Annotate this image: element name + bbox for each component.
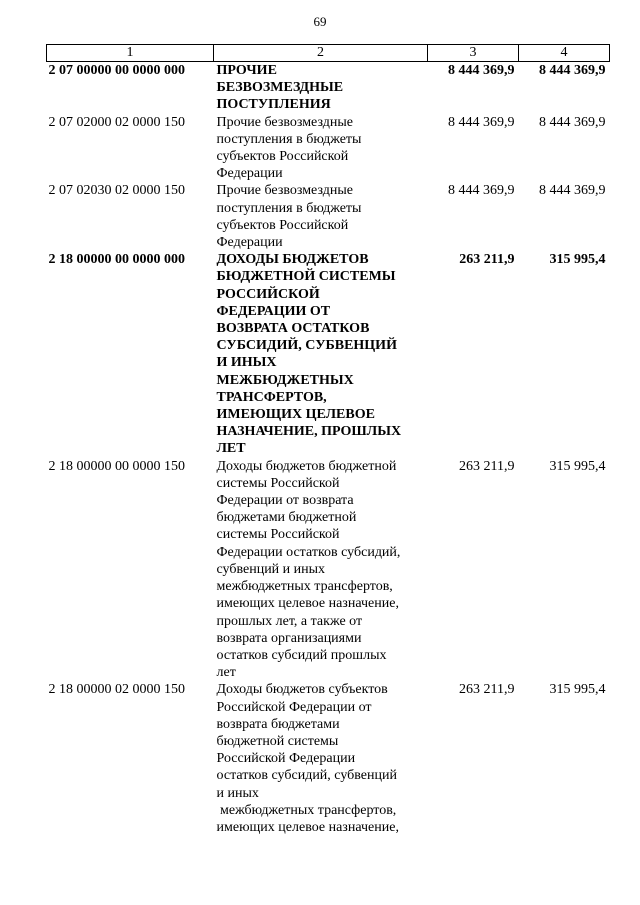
table-row [47,62,610,114]
table-row [47,182,610,251]
revenue-name-cell: Доходы бюджетов субъектов Российской Федерации от возврата бюджетами бюджетной системы Российской Федерации остатков субсидий, субвенций и иных межбюджетных трансфертов, имеющих целевое назначение, [216,682,399,835]
amount-col3-cell: 8 444 369,9 [448,114,515,130]
column-header-2: 2 [214,45,428,62]
revenue-code-cell: 2 07 02000 02 0000 150 [48,114,185,130]
page-number: 69 [313,14,327,29]
revenue-name-cell: ПРОЧИЕ БЕЗВОЗМЕЗДНЫЕ ПОСТУПЛЕНИЯ [216,63,344,113]
revenue-code-cell: 2 07 00000 00 0000 000 [48,63,185,78]
table-row [47,114,610,183]
amount-col4-cell: 8 444 369,9 [539,114,606,130]
revenue-name-cell: Доходы бюджетов бюджетной системы Российской Федерации от возврата бюджетами бюджетной системы Российской Федерации остатков субсидий, субвенций и иных межбюджетных трансфертов, имеющих целевое назначение, прошлых лет, а также от возврата организациями остатков субсидий прошлых лет [216,458,401,681]
amount-col3-cell: 263 211,9 [459,682,515,698]
column-header-4: 4 [519,45,610,62]
table-row [47,458,610,682]
column-header-3: 3 [428,45,519,62]
amount-col4-cell: 315 995,4 [549,682,606,698]
amount-col3-cell: 8 444 369,9 [448,63,515,78]
table-row [47,681,610,836]
amount-col4-cell: 315 995,4 [549,252,606,268]
revenue-name-cell: Прочие безвозмездные поступления в бюджеты субъектов Российской Федерации [216,183,362,251]
amount-col4-cell: 315 995,4 [549,458,606,474]
amount-col4-cell: 8 444 369,9 [539,63,606,78]
amount-col3-cell: 8 444 369,9 [448,183,515,199]
revenue-code-cell: 2 07 02030 02 0000 150 [48,183,185,199]
revenue-name-cell: ДОХОДЫ БЮДЖЕТОВ БЮДЖЕТНОЙ СИСТЕМЫ РОССИЙСКОЙ ФЕДЕРАЦИИ ОТ ВОЗВРАТА ОСТАТКОВ СУБСИДИЙ, СУБВЕНЦИЙ И ИНЫХ МЕЖБЮДЖЕТНЫХ ТРАНСФЕРТОВ, ИМЕЮЩИХ ЦЕЛЕВОЕ НАЗНАЧЕНИЕ, ПРОШЛЫХ ЛЕТ [216,252,402,457]
revenue-code-cell: 2 18 00000 00 0000 000 [48,252,185,268]
table-header-row [47,45,610,62]
amount-col4-cell: 8 444 369,9 [539,183,606,199]
table-row [47,251,610,457]
revenue-code-cell: 2 18 00000 02 0000 150 [48,682,185,698]
column-header-1: 1 [47,45,214,62]
amount-col3-cell: 263 211,9 [459,458,515,474]
budget-table [46,44,610,836]
revenue-code-cell: 2 18 00000 00 0000 150 [48,458,185,474]
revenue-name-cell: Прочие безвозмездные поступления в бюджеты субъектов Российской Федерации [216,114,362,182]
amount-col3-cell: 263 211,9 [459,252,515,268]
